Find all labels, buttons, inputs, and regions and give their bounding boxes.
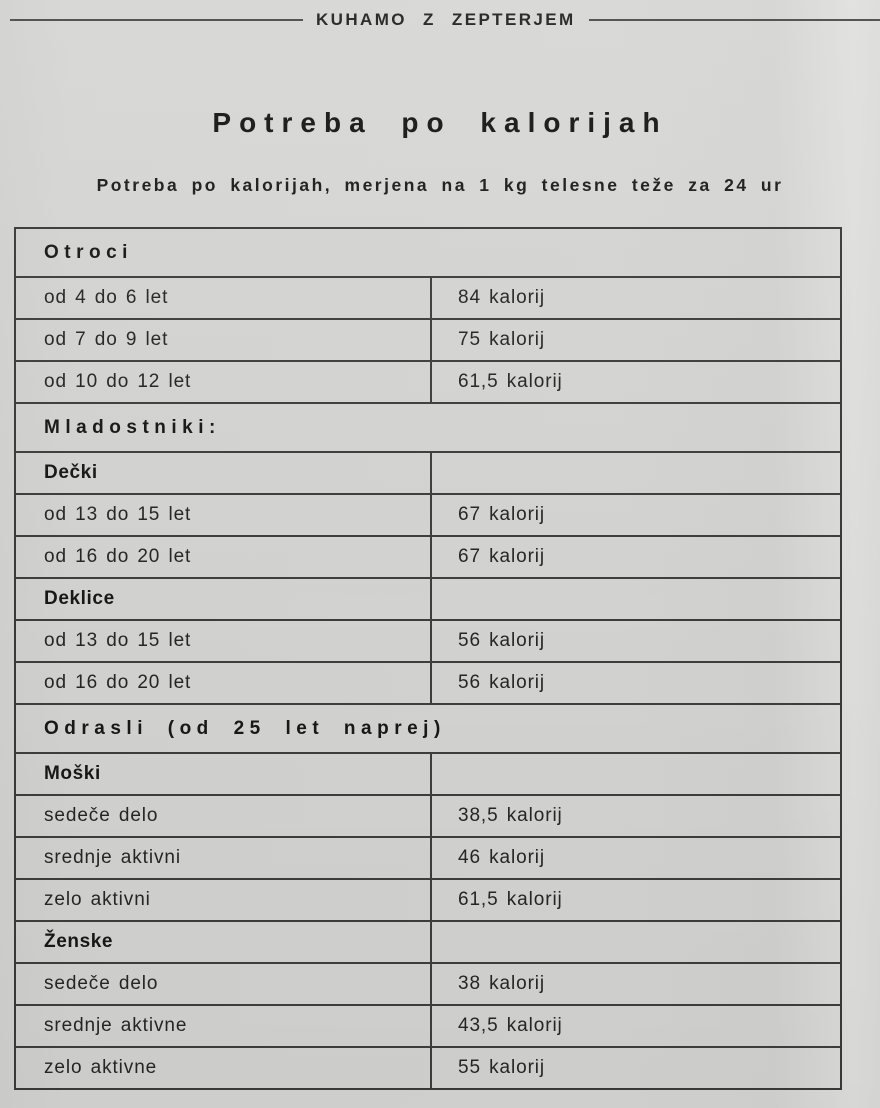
section-row <box>16 402 840 451</box>
row-label: sedeče delo <box>44 973 159 994</box>
table-row <box>16 577 840 619</box>
table-row <box>16 794 840 836</box>
row-label: Dečki <box>44 462 98 483</box>
table-row <box>16 878 840 920</box>
row-value: 84 kalorij <box>430 278 840 318</box>
table-row <box>16 451 840 493</box>
row-value <box>430 453 840 493</box>
section-label: Odrasli (od 25 let naprej) <box>44 717 446 739</box>
header-rule-right <box>589 19 880 21</box>
table-row <box>16 535 840 577</box>
row-value: 55 kalorij <box>430 1048 840 1088</box>
table-row <box>16 619 840 661</box>
row-value: 61,5 kalorij <box>430 362 840 402</box>
table-row <box>16 493 840 535</box>
section-row <box>16 703 840 752</box>
row-label: od 16 do 20 let <box>44 546 192 567</box>
table-row <box>16 318 840 360</box>
row-value: 67 kalorij <box>430 495 840 535</box>
table-row <box>16 920 840 962</box>
row-label: srednje aktivne <box>44 1015 188 1036</box>
row-label: srednje aktivni <box>44 847 181 868</box>
table-row <box>16 360 840 402</box>
row-value: 56 kalorij <box>430 663 840 703</box>
row-label: Moški <box>44 763 101 784</box>
row-label: zelo aktivni <box>44 889 151 910</box>
table-row <box>16 276 840 318</box>
row-label: od 13 do 15 let <box>44 630 192 651</box>
row-label: od 13 do 15 let <box>44 504 192 525</box>
row-value: 46 kalorij <box>430 838 840 878</box>
page-subtitle: Potreba po kalorijah, merjena na 1 kg telesne teže za 24 ur <box>96 175 784 195</box>
row-label: Deklice <box>44 588 115 609</box>
row-label: zelo aktivne <box>44 1057 158 1078</box>
header-rule-left <box>10 19 303 21</box>
table-row <box>16 1004 840 1046</box>
row-label: sedeče delo <box>44 805 159 826</box>
table-row <box>16 836 840 878</box>
table-row <box>16 962 840 1004</box>
row-value: 43,5 kalorij <box>430 1006 840 1046</box>
table-row <box>16 661 840 703</box>
row-value: 75 kalorij <box>430 320 840 360</box>
running-head: KUHAMO Z ZEPTERJEM <box>316 10 576 29</box>
page-header <box>0 9 880 31</box>
row-label: od 4 do 6 let <box>44 287 169 308</box>
row-value: 38,5 kalorij <box>430 796 840 836</box>
table-row <box>16 752 840 794</box>
row-value <box>430 922 840 962</box>
row-value <box>430 754 840 794</box>
row-label: od 10 do 12 let <box>44 371 192 392</box>
section-label: Otroci <box>44 241 133 263</box>
row-label: od 7 do 9 let <box>44 329 169 350</box>
row-value: 56 kalorij <box>430 621 840 661</box>
page-title: Potreba po kalorijah <box>212 107 668 138</box>
section-label: Mladostniki: <box>44 416 221 438</box>
row-label: Ženske <box>44 931 114 952</box>
row-value: 38 kalorij <box>430 964 840 1004</box>
section-row <box>16 229 840 276</box>
row-value: 67 kalorij <box>430 537 840 577</box>
table-row <box>16 1046 840 1088</box>
row-value: 61,5 kalorij <box>430 880 840 920</box>
row-value <box>430 579 840 619</box>
row-label: od 16 do 20 let <box>44 672 192 693</box>
calories-table <box>14 227 842 1090</box>
